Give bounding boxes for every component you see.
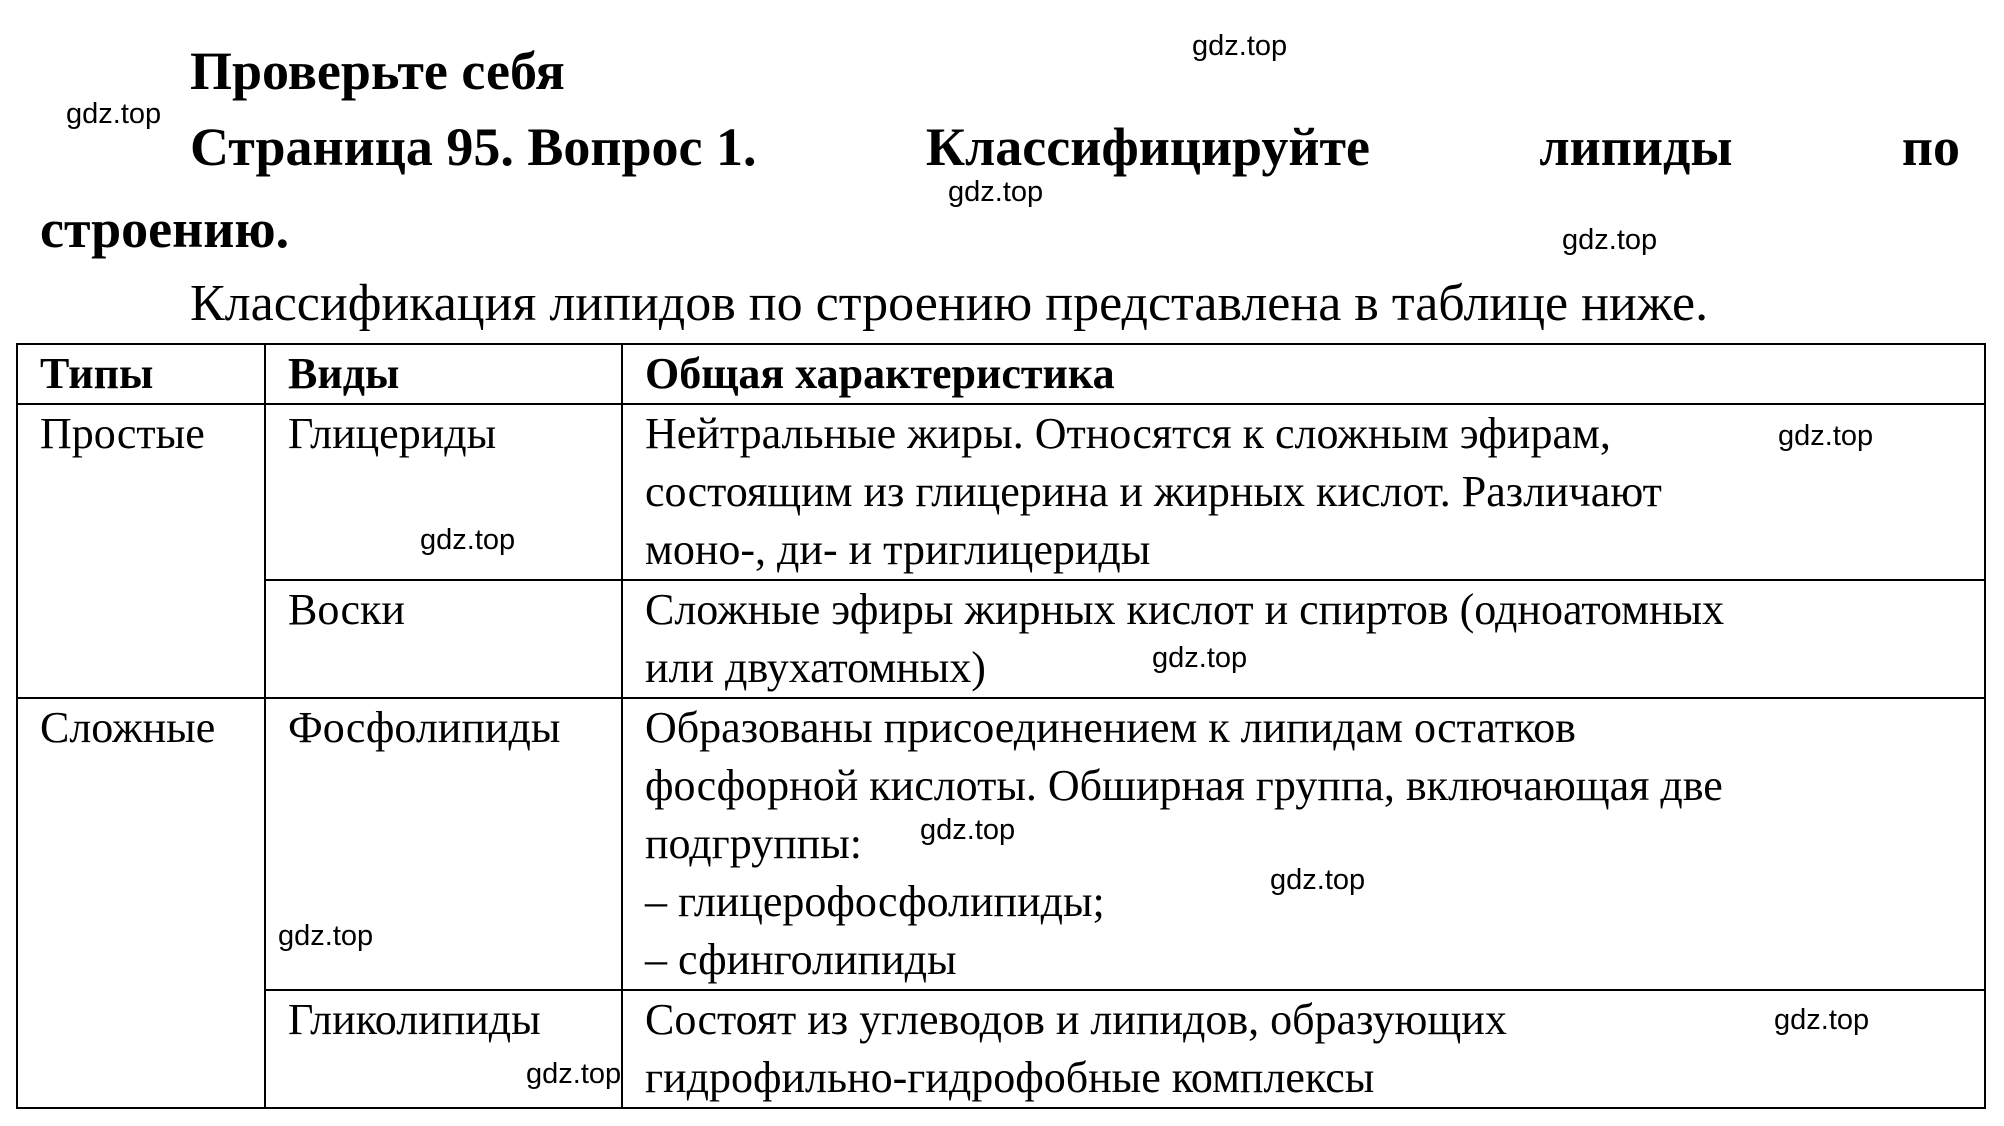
table-row: [17, 990, 1985, 1108]
question-word: липиды: [1539, 117, 1733, 177]
watermark: gdz.top: [1192, 30, 1288, 62]
intro-text: Классификация липидов по строению представлена в таблице ниже.: [190, 275, 1709, 332]
type-cell-complex: Сложные: [17, 698, 265, 1108]
description-line: фосфорной кислоты. Обширная группа, включающая две: [645, 761, 1723, 810]
description-line: Образованы присоединением к липидам остатков: [645, 703, 1576, 752]
description-line: Нейтральные жиры. Относятся к сложным эфирам,: [645, 409, 1611, 458]
description-line: Сложные эфиры жирных кислот и спиртов (одноатомных: [645, 585, 1725, 634]
table-header-row: [17, 344, 1985, 404]
watermark: gdz.top: [66, 98, 162, 130]
watermark: gdz.top: [1152, 642, 1248, 674]
table-row: [17, 580, 1985, 698]
watermark: gdz.top: [278, 920, 374, 952]
watermark: gdz.top: [1778, 420, 1874, 452]
description-cell: [622, 580, 1985, 698]
type-cell-simple: Простые: [17, 404, 265, 698]
watermark: gdz.top: [948, 176, 1044, 208]
question-word: Страница 95. Вопрос 1.: [190, 117, 757, 177]
description-line: или двухатомных): [645, 643, 986, 692]
header-kind: Виды: [265, 344, 622, 404]
description-line: – глицерофосфолипиды;: [645, 877, 1105, 926]
description-line: Состоят из углеводов и липидов, образующих: [645, 995, 1507, 1044]
watermark: gdz.top: [420, 524, 516, 556]
question-word: Классифицируйте: [925, 117, 1370, 177]
description-cell: [622, 698, 1985, 990]
lipid-classification-table: [16, 343, 1986, 1109]
watermark: gdz.top: [1270, 864, 1366, 896]
kind-cell: Гликолипиды: [265, 990, 622, 1108]
header-description: Общая характеристика: [622, 344, 1985, 404]
question-word: по: [1901, 117, 1960, 177]
description-line: подгруппы:: [645, 819, 863, 868]
description-line: гидрофильно-гидрофобные комплексы: [645, 1053, 1375, 1102]
description-line: состоящим из глицерина и жирных кислот. Различают: [645, 467, 1662, 516]
question-line: [190, 117, 1960, 177]
question-continuation: строению.: [40, 199, 290, 259]
kind-cell: Фосфолипиды: [265, 698, 622, 990]
table-row: [17, 404, 1985, 580]
watermark: gdz.top: [1562, 224, 1658, 256]
section-title: Проверьте себя: [190, 41, 565, 101]
watermark: gdz.top: [1774, 1004, 1870, 1036]
watermark: gdz.top: [920, 814, 1016, 846]
header-type: Типы: [17, 344, 265, 404]
description-line: – сфинголипиды: [645, 935, 957, 984]
description-line: моно-, ди- и триглицериды: [645, 525, 1151, 574]
kind-cell: Воски: [265, 580, 622, 698]
watermark: gdz.top: [526, 1058, 622, 1090]
kind-cell: Глицериды: [265, 404, 622, 580]
